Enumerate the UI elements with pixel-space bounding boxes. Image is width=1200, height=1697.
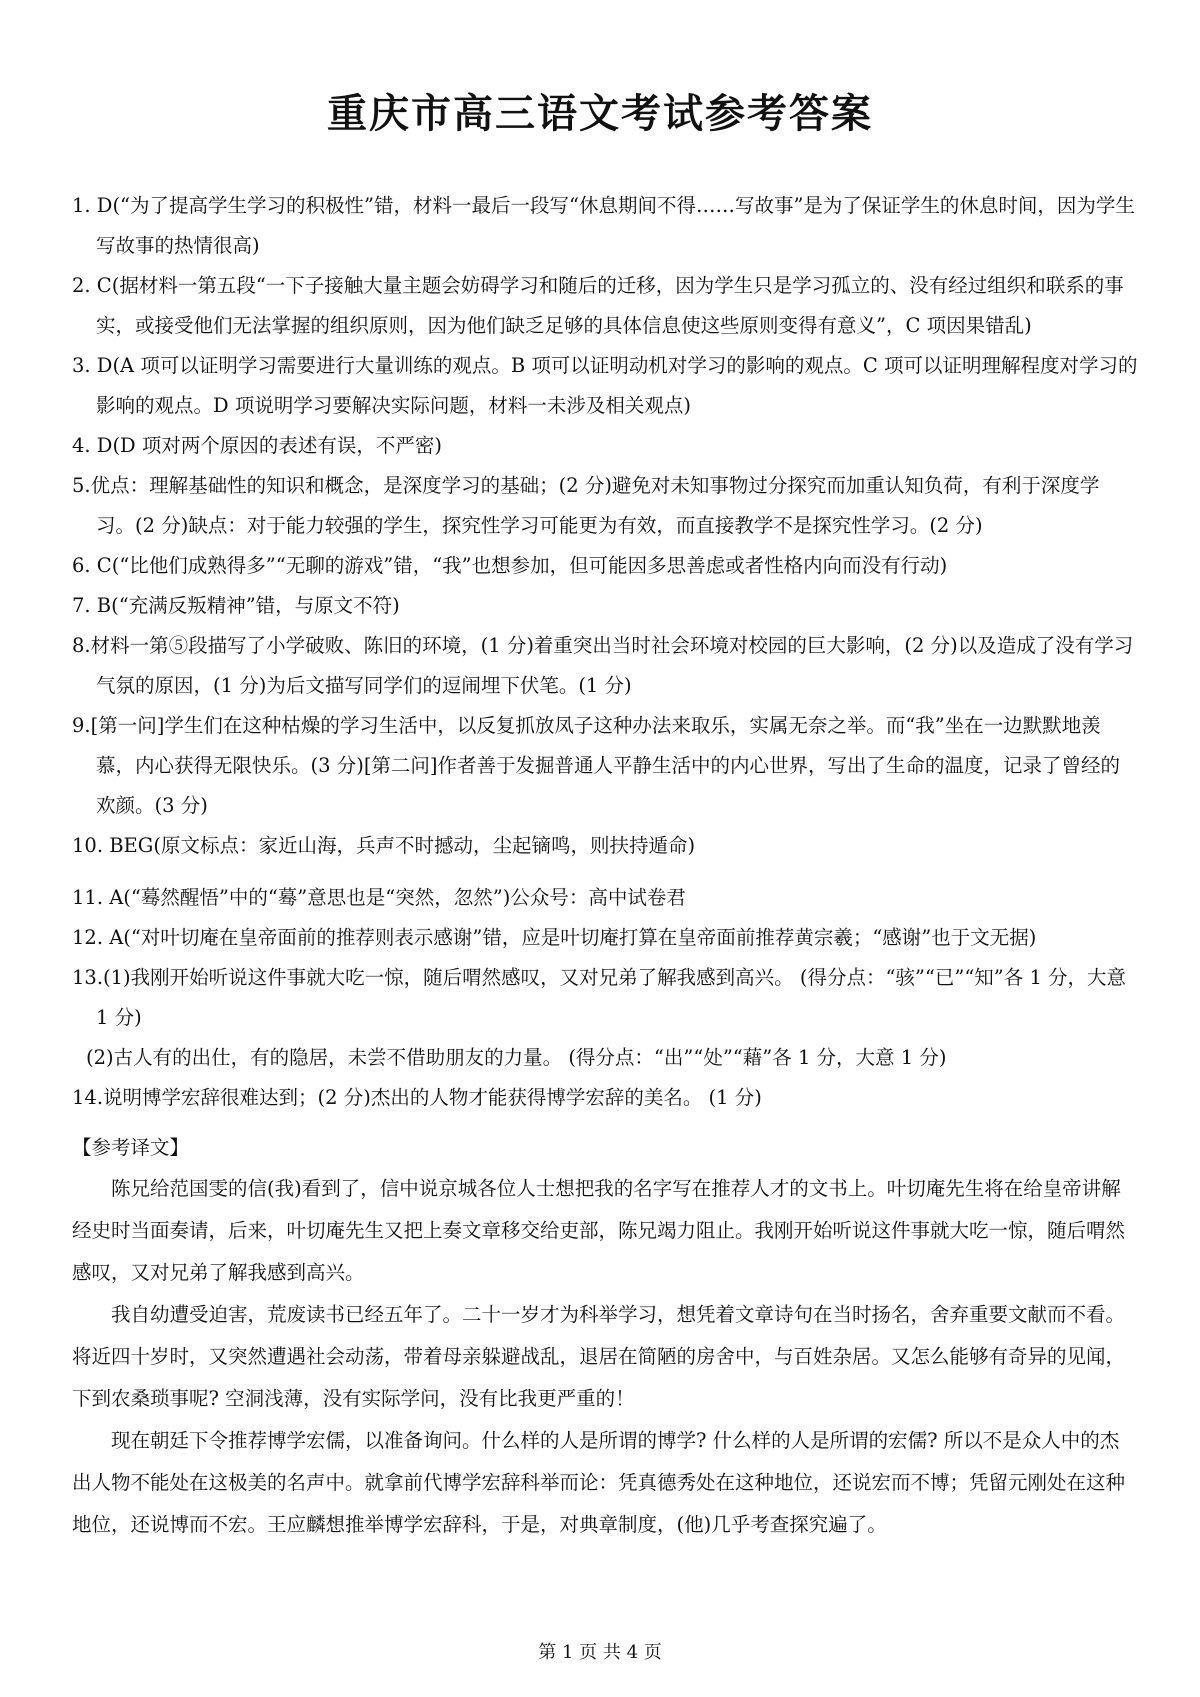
answer-item-3: 3. D(A 项可以证明学习需要进行大量训练的观点。B 项可以证明动机对学习的影响的观点。C 项可以证明理解程度对学习的影响的观点。D 项说明学习要解决实际问题，材料一未涉及相关观点)	[72, 354, 1138, 417]
answer-item-11: 11. A(“蓦然醒悟”中的“蓦”意思也是“突然，忽然”)公众号：高中试卷君	[72, 886, 686, 909]
page-title: 重庆市高三语文考试参考答案	[327, 91, 873, 137]
answer-item-12: 12. A(“对叶切庵在皇帝面前的推荐则表示感谢”错，应是叶切庵打算在皇帝面前推荐黄宗羲；“感谢”也于文无据)	[72, 926, 1037, 949]
answer-item-4: 4. D(D 项对两个原因的表述有误，不严密)	[72, 434, 442, 457]
answer-item-2: 2. C(据材料一第五段“一下子接触大量主题会妨碍学习和随后的迁移，因为学生只是学习孤立的、没有经过组织和联系的事实，或接受他们无法掌握的组织原则，因为他们缺乏足够的具体信息使这些原则变得有意义”，C 项因果错乱)	[72, 274, 1124, 337]
answer-item-13-1: 13.(1)我刚开始听说这件事就大吃一惊，随后喟然感叹，又对兄弟了解我感到高兴。 (得分点：“骇”“已”“知”各 1 分，大意 1 分)	[72, 966, 1127, 1029]
answer-item-10: 10. BEG(原文标点：家近山海，兵声不时撼动，尘起镝鸣，则扶持遁命)	[72, 834, 696, 857]
answer-content	[72, 186, 1138, 1546]
answer-item-7: 7. B(“充满反叛精神”错，与原文不符)	[72, 594, 400, 617]
translation-paragraph-1: 陈兄给范国雯的信(我)看到了，信中说京城各位人士想把我的名字写在推荐人才的文书上。叶切庵先生将在给皇帝讲解经史时当面奏请，后来，叶切庵先生又把上奏文章移交给吏部，陈兄竭力阻止。我刚开始听说这件事就大吃一惊，随后喟然感叹，又对兄弟了解我感到高兴。	[72, 1177, 1126, 1284]
answer-item-1: 1. D(“为了提高学生学习的积极性”错，材料一最后一段写“休息期间不得……写故事”是为了保证学生的休息时间，因为学生写故事的热情很高)	[72, 194, 1135, 257]
page-footer: 第 1 页 共 4 页	[538, 1642, 662, 1663]
answer-item-13-2: (2)古人有的出仕，有的隐居，未尝不借助朋友的力量。 (得分点：“出”“处”“藉”各 1 分，大意 1 分)	[86, 1046, 947, 1069]
answer-item-5: 5.优点：理解基础性的知识和概念，是深度学习的基础；(2 分)避免对未知事物过分探究而加重认知负荷，有利于深度学习。(2 分)缺点：对于能力较强的学生，探究性学习可能更为有效，而直接教学不是探究性学习。(2 分)	[72, 474, 1100, 537]
answer-item-8: 8.材料一第⑤段描写了小学破败、陈旧的环境，(1 分)着重突出当时社会环境对校园的巨大影响，(2 分)以及造成了没有学习气氛的原因，(1 分)为后文描写同学们的逗闹埋下伏笔。(1 分)	[72, 634, 1134, 697]
answer-item-9: 9.[第一问]学生们在这种枯燥的学习生活中，以反复抓放凤子这种办法来取乐，实属无奈之举。而“我”坐在一边默默地羡慕，内心获得无限快乐。(3 分)[第二问]作者善于发掘普通人平静生活中的内心世界，写出了生命的温度，记录了曾经的欢颜。(3 分)	[72, 714, 1121, 817]
answer-item-6: 6. C(“比他们成熟得多”“无聊的游戏”错，“我”也想参加，但可能因多思善虑或者性格内向而没有行动)	[72, 554, 948, 577]
answer-item-14: 14.说明博学宏辞很难达到；(2 分)杰出的人物才能获得博学宏辞的美名。 (1 分)	[72, 1086, 762, 1109]
translation-paragraph-3: 现在朝廷下令推荐博学宏儒，以准备询问。什么样的人是所谓的博学? 什么样的人是所谓的宏儒? 所以不是众人中的杰出人物不能处在这极美的名声中。就拿前代博学宏辞科举而论：凭真德秀处在这种地位，还说宏而不博；凭留元刚处在这种地位，还说博而不宏。王应麟想推举博学宏辞科，于是，对典章制度，(他)几乎考查探究遍了。	[72, 1429, 1126, 1536]
translation-paragraph-2: 我自幼遭受迫害，荒废读书已经五年了。二十一岁才为科举学习，想凭着文章诗句在当时扬名，舍弃重要文献而不看。将近四十岁时，又突然遭遇社会动荡，带着母亲躲避战乱，退居在简陋的房舍中，与百姓杂居。又怎么能够有奇异的见闻，下到农桑琐事呢? 空洞浅薄，没有实际学问，没有比我更严重的！	[72, 1303, 1126, 1410]
translation-heading: 【参考译文】	[72, 1136, 190, 1159]
